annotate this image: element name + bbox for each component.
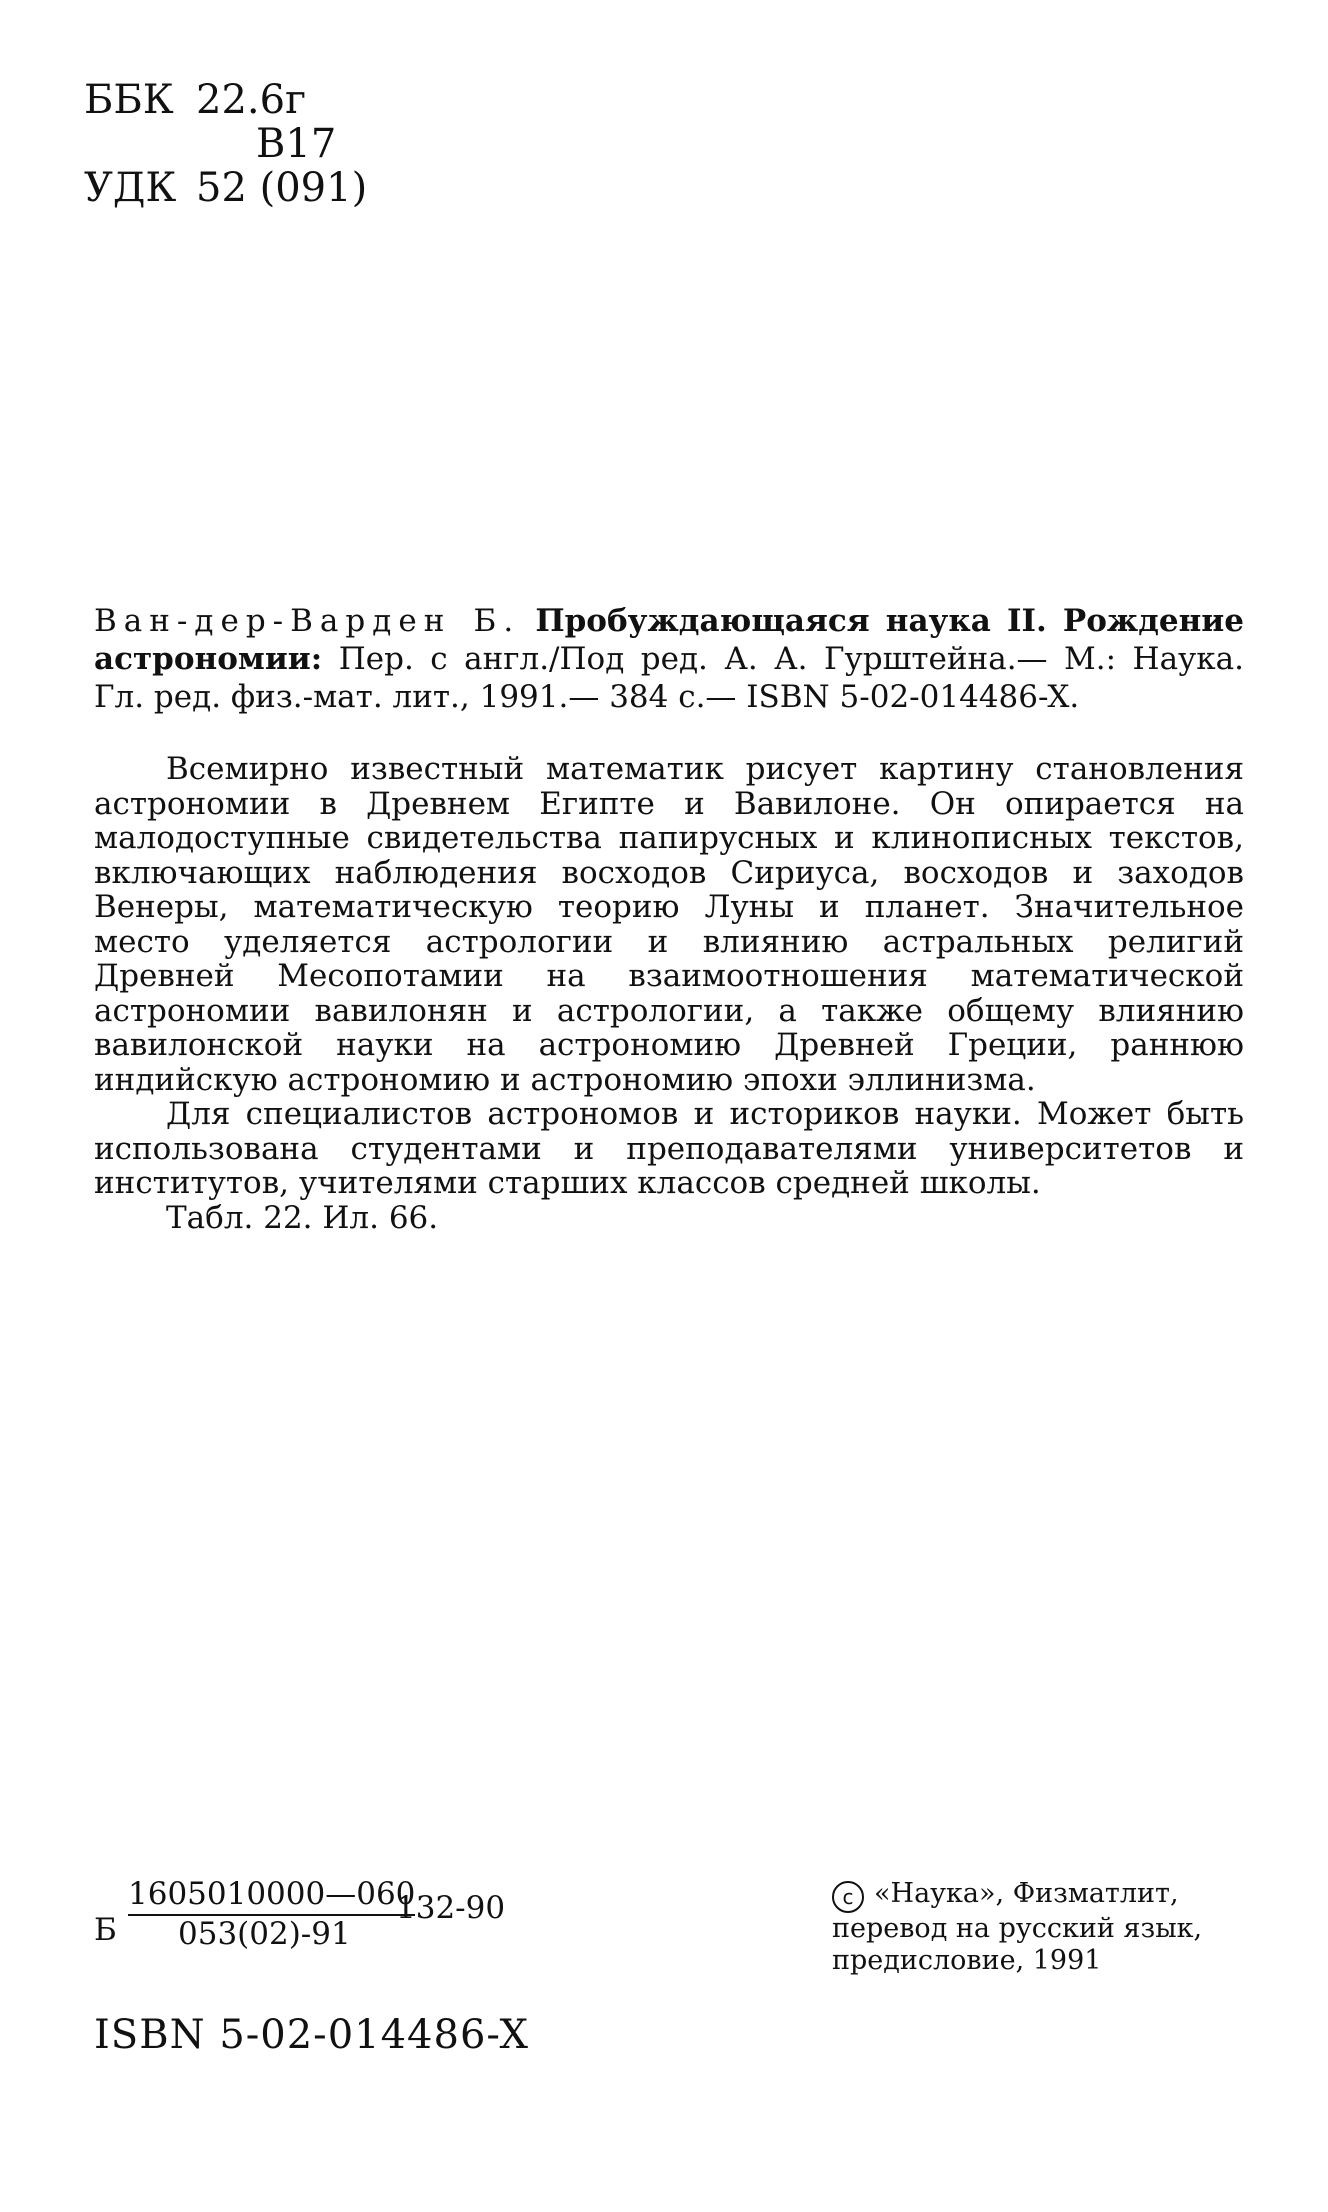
copyright-line-3: предисловие, 1991 <box>832 1945 1102 1976</box>
copyright-icon: c <box>832 1881 864 1913</box>
publishing-code-letter: Б <box>94 1912 117 1948</box>
publishing-code-denominator: 053(02)-91 <box>178 1916 351 1952</box>
publishing-code-numerator: 1605010000—060 <box>128 1876 415 1916</box>
copyright-line-2: перевод на русский язык, <box>832 1913 1203 1944</box>
bbk-label: ББК <box>84 77 174 123</box>
bibliographic-record <box>94 602 1244 716</box>
author-name: Ван-дер-Варден Б. <box>94 603 521 639</box>
bbk-row <box>84 78 367 122</box>
udk-value: 52 (091) <box>196 165 368 211</box>
isbn: ISBN 5-02-014486-X <box>94 2012 529 2058</box>
author-mark-row <box>84 122 367 166</box>
bbk-value: 22.6г <box>196 77 307 123</box>
annotation-paragraph: Для специалистов астрономов и историков науки. Может быть использована студентами и преподавателями университетов и институтов, учителями старших классов средней школы. <box>94 1096 1244 1201</box>
publishing-code <box>94 1876 534 1956</box>
annotation-paragraph: Всемирно известный математик рисует картину становления астрономии в Древнем Египте и Вавилоне. Он опирается на малодоступные свидетельства папирусных и клинописных текстов, включающих наблюдения восходов Сириуса, восходов и заходов Венеры, математическую теорию Луны и планет. Значительное место уделяется астрологии и влиянию астральных религий Древней Месопотамии на взаимоотношения математической астрономии вавилонян и астрологии, а также общему влиянию вавилонской науки на астрономию Древней Греции, раннюю индийскую астрономию и астрономию эпохи эллинизма. <box>94 751 1244 1098</box>
publishing-code-suffix: 132-90 <box>396 1890 506 1926</box>
copyright-holder: «Наука», Физматлит, <box>874 1878 1179 1909</box>
annotation-paragraph: Табл. 22. Ил. 66. <box>166 1199 439 1236</box>
copyright-block <box>832 1878 1272 1977</box>
book-title: Пробуждающаяся наука II. Рождение астрономии: <box>94 603 1244 677</box>
copyright-line-1 <box>832 1878 1272 1913</box>
udk-row <box>84 166 367 210</box>
annotation <box>94 752 1244 1235</box>
udk-label: УДК <box>84 165 177 211</box>
author-mark: В17 <box>256 121 337 167</box>
classification-block <box>84 78 367 210</box>
publication-details: Пер. с англ./Под ред. А. А. Гурштейна.— М.: Наука. Гл. ред. физ.-мат. лит., 1991.— 384 с.— ISBN 5-02-014486-X. <box>94 641 1244 715</box>
